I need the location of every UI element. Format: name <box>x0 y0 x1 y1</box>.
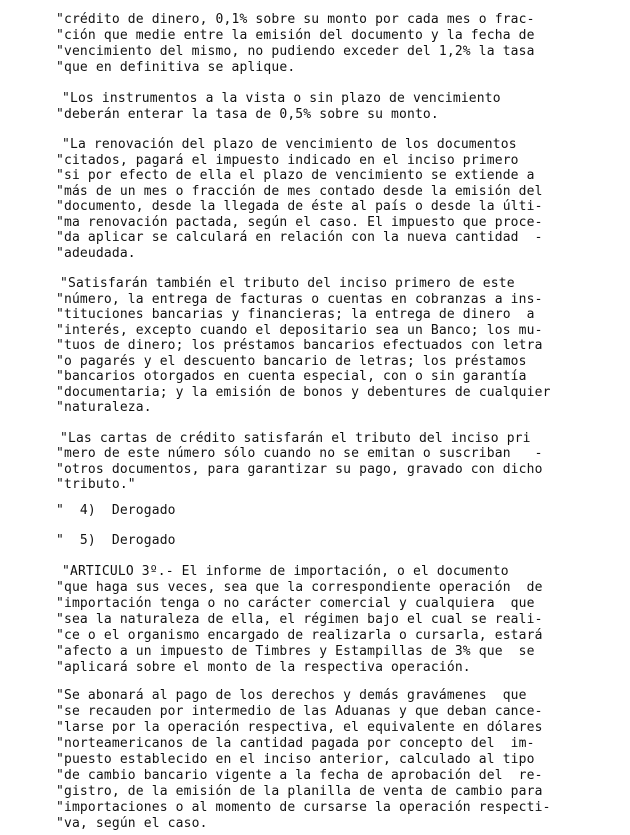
text-line: "citados, pagará el impuesto indicado en el inciso primero <box>56 153 519 168</box>
text-line: "otros documentos, para garantizar su pago, gravado con dicho <box>56 462 543 477</box>
text-line: "adeudada. <box>56 246 136 261</box>
text-line: " 4) Derogado <box>56 503 176 518</box>
text-line: "Se abonará al pago de los derechos y demás gravámenes que <box>56 688 527 703</box>
text-line: "afecto a un impuesto de Timbres y Estampillas de 3% que se <box>56 644 535 659</box>
text-line: "si por efecto de ella el plazo de vencimiento se extiende a <box>56 168 535 183</box>
text-line: "puesto establecido en el inciso anterior, calculado al tipo <box>56 752 535 767</box>
text-line: "La renovación del plazo de vencimiento de los documentos <box>62 137 517 152</box>
text-line: "se recauden por intermedio de las Aduanas y que deban cance- <box>56 704 543 719</box>
text-line: "ma renovación pactada, según el caso. El impuesto que proce- <box>56 215 543 230</box>
text-line: "sea la naturaleza de ella, el régimen bajo el cual se reali- <box>56 612 543 627</box>
text-line: "tuos de dinero; los préstamos bancarios efectuados con letra <box>56 338 543 353</box>
text-line: "importación tenga o no carácter comercial y cualquiera que <box>56 596 535 611</box>
text-line: "aplicará sobre el monto de la respectiva operación. <box>56 660 471 675</box>
text-line: "vencimiento del mismo, no pudiendo exceder del 1,2% la tasa <box>56 44 535 59</box>
text-line: "larse por la operación respectiva, el equivalente en dólares <box>56 720 543 735</box>
text-line: "naturaleza. <box>56 400 152 415</box>
text-line: "interés, excepto cuando el depositario sea un Banco; los mu- <box>56 323 543 338</box>
text-line: "número, la entrega de facturas o cuentas en cobranzas a ins- <box>56 292 543 307</box>
text-line: "de cambio bancario vigente a la fecha de aprobación del re- <box>56 768 543 783</box>
text-line: "Los instrumentos a la vista o sin plazo de vencimiento <box>62 91 501 106</box>
text-line: "va, según el caso. <box>56 816 208 831</box>
text-line: "Las cartas de crédito satisfarán el tributo del inciso pri <box>60 431 531 446</box>
text-line: "que haga sus veces, sea que la correspondiente operación de <box>56 580 543 595</box>
text-line: " 5) Derogado <box>56 533 176 548</box>
text-line: "documentaria; y la emisión de bonos y debentures de cualquier <box>56 385 551 400</box>
text-line: "que en definitiva se aplique. <box>56 60 296 75</box>
text-line: "da aplicar se calculará en relación con la nueva cantidad - <box>56 230 543 245</box>
text-line: "Satisfarán también el tributo del inciso primero de este <box>60 276 515 291</box>
text-line: "crédito de dinero, 0,1% sobre su monto por cada mes o frac- <box>56 12 535 27</box>
text-line: "norteamericanos de la cantidad pagada por concepto del im- <box>56 736 535 751</box>
text-line: "o pagarés y el descuento bancario de letras; los préstamos <box>56 354 527 369</box>
text-line: "ción que medie entre la emisión del documento y la fecha de <box>56 28 535 43</box>
text-line: "bancarios otorgados en cuenta especial, con o sin garantía <box>56 369 527 384</box>
text-line: "documento, desde la llegada de éste al país o desde la últi- <box>56 199 543 214</box>
text-line: "deberán enterar la tasa de 0,5% sobre su monto. <box>56 107 439 122</box>
text-line: "tituciones bancarias y financieras; la entrega de dinero a <box>56 307 535 322</box>
text-line: "ARTICULO 3º.- El informe de importación, o el documento <box>62 564 509 579</box>
text-line: "más de un mes o fracción de mes contado desde la emisión del <box>56 184 543 199</box>
text-line: "gistro, de la emisión de la planilla de venta de cambio para <box>56 784 543 799</box>
text-line: "mero de este número sólo cuando no se emitan o suscriban - <box>56 446 543 461</box>
text-line: "tributo." <box>56 477 136 492</box>
text-line: "importaciones o al momento de cursarse la operación respecti- <box>56 800 551 815</box>
text-line: "ce o el organismo encargado de realizarla o cursarla, estará <box>56 628 543 643</box>
